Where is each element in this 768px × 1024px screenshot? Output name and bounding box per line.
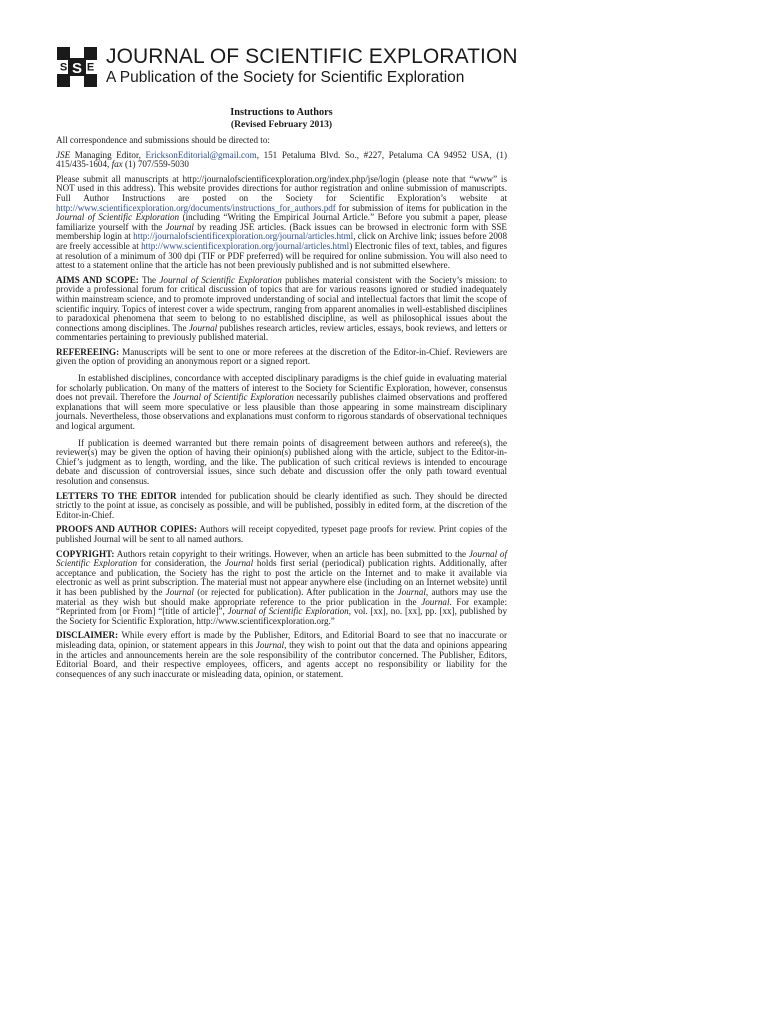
document-title: Instructions to Authors bbox=[230, 107, 333, 118]
journal-word: Journal bbox=[397, 586, 426, 597]
submission-text: , click on Archive link; issues before 2008 are freely accessible at bbox=[56, 231, 507, 251]
submission-text: (including “Writing the Empirical Journal Article.” Before you submit a paper, please familiarize yourself with the bbox=[56, 212, 507, 232]
fax-label: fax bbox=[111, 159, 123, 170]
copyright-text: (or rejected for publication). After publication in the bbox=[193, 586, 398, 597]
editor-email-link[interactable]: EricksonEditorial@gmail.com bbox=[145, 149, 257, 160]
editor-role: Managing Editor, bbox=[70, 149, 146, 160]
submission-text: ) Electronic files of text, tables, and figures at resolution of a minimum of 300 dpi (TIF or PDF preferred) will be required for online submission. You will also need to attest to a statement online that the article has not been previously published and is not submitted elsewhere. bbox=[56, 240, 507, 271]
submission-text: by reading JSE articles. (Back issues can be browsed in electronic form with SSE membership login at bbox=[56, 221, 507, 242]
aims-text: publishes material consistent with the Society’s mission: to provide a professional forum for critical discussion of topics that are for various reasons ignored or studied inadequately within mainstream science, and to promote improved understanding of social and intellectual factors that limit the scope of scientific inquiry. Topics of interest cover a wide spectrum, ranging from apparent anomalies in well-established disciplines to paradoxical phenomena that seem to belong to no established discipline, as well as philosophical issues about the connections among disciplines. The bbox=[56, 274, 507, 333]
journal-name: Journal of Scientific Exploration bbox=[56, 212, 180, 223]
correspondence-intro: All correspondence and submissions should be directed to: bbox=[56, 135, 270, 145]
jse-abbr: JSE bbox=[56, 149, 71, 160]
aims-text: publishes research articles, review articles, essays, book reviews, and letters or commentaries pertaining to previously published material. bbox=[56, 322, 507, 343]
instructions-pdf-link[interactable]: http://www.scientificexploration.org/documents/instructions_for_authors.pdf bbox=[56, 202, 336, 213]
refereeing-paragraph-3: If publication is deemed warranted but there remain points of disagreement between authors and referee(s), the reviewer(s) may be given the option of having their opinion(s) published along with the article, subject to the Editor-in-Chief’s judgment as to length, wording, and the like. The publication of such critical reviews is intended to encourage debate and discussion of controversial issues, since such debate and discussion offer the only path toward eventual resolution and consensus. bbox=[56, 437, 507, 486]
aims-text: The bbox=[138, 274, 160, 285]
journal-word: Journal bbox=[165, 221, 194, 232]
refereeing-section bbox=[56, 348, 507, 367]
proofs-heading: PROOFS AND AUTHOR COPIES: bbox=[56, 524, 197, 535]
copyright-text: for consideration, the bbox=[137, 558, 225, 569]
journal-name: Journal of Scientific Exploration bbox=[227, 606, 349, 617]
journal-title: JOURNAL OF SCIENTIFIC EXPLORATION bbox=[106, 45, 518, 68]
disclaimer-text: While every effort is made by the Publisher, Editors, and Editorial Board to see that no inaccurate or misleading data, opinion, or statement appears in this bbox=[56, 630, 507, 650]
journal-word: Journal bbox=[255, 639, 285, 650]
letters-section bbox=[56, 492, 507, 521]
journal-word: Journal bbox=[421, 596, 450, 607]
correspondence-contact bbox=[56, 151, 507, 170]
proofs-text: Authors will receipt copyedited, typeset page proofs for review. Print copies of the published Journal will be sent to all named authors. bbox=[56, 524, 507, 544]
svg-text:S: S bbox=[71, 60, 83, 77]
journal-name: Journal of Scientific Exploration bbox=[56, 548, 507, 569]
copyright-section bbox=[56, 550, 507, 627]
refereeing-heading: REFEREEING: bbox=[56, 346, 120, 357]
masthead bbox=[56, 44, 736, 94]
refereeing-text: necessarily publishes claimed observations and proffered explanations that will seem more speculative or less plausible than those appearing in some mainstream disciplinary journals. Nevertheless, those observations and explanations must conform to rigorous standards of observational techniques and logical argument. bbox=[56, 392, 508, 432]
svg-text:E: E bbox=[86, 61, 95, 74]
archive-login-link[interactable]: http://journalofscientificexploration.org/journal/articles.html bbox=[133, 231, 354, 242]
disclaimer-text: , they wish to point out that the data and opinions appearing in the articles and announcements herein are the sole responsibility of the contributor concerned. The Publisher, Editors, Editorial Board, and their respective employees, officers, and agents accept no responsibility or liability for the consequences of any such inaccurate or misleading data, opinion, or statement. bbox=[56, 639, 507, 679]
copyright-text: holds first serial (periodical) publication rights. Additionally, after acceptance and publication, the Society has the right to post the article on the Internet and to make it available via electronic as well as print subscription. The material must not appear anywhere else (including on an Internet website) until it has been published by the bbox=[56, 558, 507, 597]
sse-logo-icon bbox=[56, 46, 98, 88]
letters-text: intended for publication should be clearly identified as such. They should be directed strictly to the point at issue, as concisely as possible, and will be published, possibly in edited form, at the discretion of the Editor-in-Chief. bbox=[56, 490, 507, 520]
disclaimer-heading: DISCLAIMER: bbox=[56, 630, 119, 641]
journal-subtitle: A Publication of the Society for Scientific Exploration bbox=[106, 69, 465, 86]
journal-word: Journal bbox=[188, 322, 218, 333]
copyright-text: Authors retain copyright to their writings. However, when an article has been submitted to the bbox=[114, 548, 469, 559]
submission-text: for submission of items for publication in the bbox=[335, 202, 507, 213]
letters-heading: LETTERS TO THE EDITOR bbox=[56, 490, 177, 501]
aims-heading: AIMS AND SCOPE: bbox=[56, 274, 139, 285]
free-archive-link[interactable]: http://www.scientificexploration.org/journal/articles.html bbox=[141, 240, 350, 251]
revision-date: (Revised February 2013) bbox=[230, 119, 333, 130]
submission-paragraph bbox=[56, 175, 507, 271]
submission-text: Please submit all manuscripts at http://journalofscientificexploration.org/index.php/jse/login (please note that “www” is NOT used in this address). This website provides directions for author registration and online submission of manuscripts. Full Author Instructions are posted on the Society for Scientific Exploration’s website at bbox=[56, 173, 507, 203]
aims-scope-section bbox=[56, 276, 507, 343]
copyright-heading: COPYRIGHT: bbox=[56, 548, 115, 559]
copyright-text: . For example: “Reprinted from [or From] “[title of article]”, bbox=[56, 596, 507, 617]
refereeing-paragraph-2 bbox=[56, 374, 507, 432]
proofs-section bbox=[56, 525, 507, 544]
disclaimer-section bbox=[56, 631, 507, 679]
journal-word: Journal bbox=[165, 586, 194, 597]
svg-text:S: S bbox=[59, 61, 68, 74]
refereeing-text: In established disciplines, concordance with accepted disciplinary paradigms is the chief guide in evaluating material for scholarly publication. On many of the matters of interest to the Society for Scientific Exploration, however, consensus does not prevail. Therefore the bbox=[56, 373, 507, 403]
journal-name: Journal of Scientific Exploration bbox=[159, 274, 282, 285]
copyright-text: , vol. [xx], no. [xx], pp. [xx], published by the Society for Scientific Exploration, http://www.scientificexploration.org.” bbox=[56, 606, 507, 626]
refereeing-text: Manuscripts will be sent to one or more referees at the discretion of the Editor-in-Chief. Reviewers are given the option of providing an anonymous report or a signed report. bbox=[56, 346, 507, 367]
journal-word: Journal bbox=[224, 558, 254, 569]
fax-number: (1) 707/559-5030 bbox=[122, 159, 189, 170]
instructions-body bbox=[56, 104, 507, 684]
editor-address: , 151 Petaluma Blvd. So., #227, Petaluma CA 94952 USA, (1) 415/435-1604, bbox=[56, 149, 507, 170]
copyright-text: , authors may use the material as they wish but should make appropriate reference to the prior publication in the bbox=[56, 586, 507, 607]
journal-name: Journal of Scientific Exploration bbox=[172, 392, 294, 403]
